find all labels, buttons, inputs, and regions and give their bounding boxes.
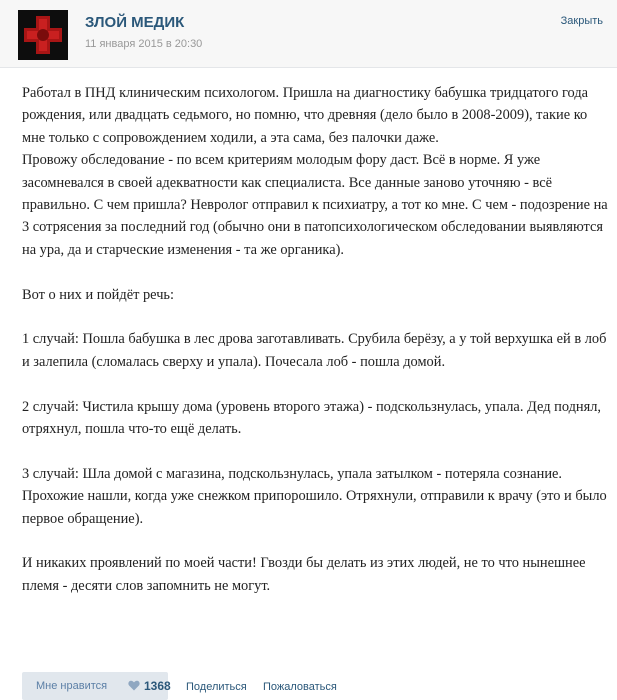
share-link[interactable]: Поделиться [186,681,247,693]
like-label: Мне нравится [36,680,108,692]
post-paragraph: Работал в ПНД клиническим психологом. Пришла на диагностику бабушка тридцатого года рождения, или двадцать седьмого, но помню, что древняя (дело было в 2008-2009), такие ко мне только с сопровождением ходили, а эта сама, без палочки даже. [22,85,589,146]
post-header [0,0,617,68]
paragraph-gap [22,306,608,328]
post-footer [0,672,617,700]
heart-icon [128,680,140,691]
red-cross-icon [18,10,68,60]
paragraph-gap [22,440,608,462]
post-paragraph: 3 случай: Шла домой с магазина, подскользнулась, упала затылком - потеряла сознание. Прохожие нашли, когда уже снежком припорошило. Отряхнули, отправили к врачу (это и было первое обращение). [22,465,607,527]
paragraph-gap [22,373,608,395]
post-body [22,82,608,597]
like-count: 1368 [144,679,171,693]
post-paragraph: И никаких проявлений по моей части! Гвозди бы делать из этих людей, не то что нынешнее племя - десяти слов запомнить не могут. [22,555,586,594]
close-link[interactable]: Закрыть [560,15,603,27]
like-button[interactable] [22,672,171,700]
paragraph-gap [22,261,608,283]
post-date[interactable]: 11 января 2015 в 20:30 [85,38,203,50]
post-paragraph: Провожу обследование - по всем критериям молодым фору даст. Всё в норме. Я уже засомневался в своей адекватности как специалиста. Все данные заново уточняю - всё правильно. С чем пришла? Невролог отправил к психиатру, а тот ко мне. С чем - подозрение на 3 сотрясения за последний год (обычно они в патопсихологическом обследовании выявляются на ура, да и старческие изменения - та же органика). [22,152,608,258]
author-name[interactable]: ЗЛОЙ МЕДИК [85,14,185,31]
post-paragraph: Вот о них и пойдёт речь: [22,286,174,303]
paragraph-gap [22,530,608,552]
report-link[interactable]: Пожаловаться [263,681,337,693]
post-paragraph: 1 случай: Пошла бабушка в лес дрова заготавливать. Срубила берёзу, а у той верхушка ей в лоб и залепила (сломалась сверху и упала). Почесала лоб - пошла домой. [22,331,607,370]
avatar[interactable] [18,10,68,60]
post-paragraph: 2 случай: Чистила крышу дома (уровень второго этажа) - подскользнулась, упала. Дед поднял, отряхнул, пошла что-то ещё делать. [22,398,602,438]
